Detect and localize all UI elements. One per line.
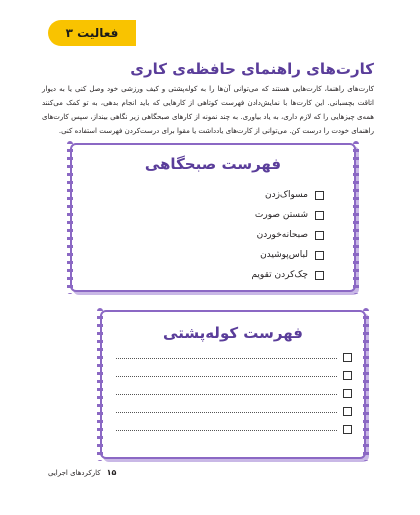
morning-list-title: فهرست صبحگاهی (144, 155, 282, 173)
page-number: ۱۵ (106, 468, 117, 477)
checkbox[interactable] (343, 353, 352, 362)
checkbox[interactable] (315, 211, 324, 220)
checkbox[interactable] (315, 271, 324, 280)
page-footer (48, 468, 116, 477)
list-item-label: مسواک‌زدن (264, 190, 308, 200)
activity-tab (48, 20, 136, 46)
checkbox[interactable] (343, 407, 352, 416)
list-item (251, 185, 324, 205)
checkbox[interactable] (343, 371, 352, 380)
checkbox[interactable] (315, 191, 324, 200)
section-title: کارت‌های راهنمای حافظه‌ی کاری (130, 60, 374, 78)
blank-list-item (116, 366, 352, 384)
list-item-label: لباس‌پوشیدن (260, 250, 308, 260)
write-in-line[interactable] (116, 412, 337, 413)
checkbox[interactable] (343, 389, 352, 398)
checkbox[interactable] (315, 231, 324, 240)
blank-list-item (116, 348, 352, 366)
write-in-line[interactable] (116, 358, 337, 359)
backpack-list-title: فهرست کوله‌پشتی (163, 324, 303, 342)
list-item-label: شستن صورت (254, 210, 308, 220)
book-title: کارکردهای اجرایی (48, 468, 101, 477)
backpack-checklist (116, 348, 352, 438)
morning-checklist (251, 185, 324, 285)
write-in-line[interactable] (116, 376, 337, 377)
write-in-line[interactable] (116, 394, 337, 395)
blank-list-item (116, 384, 352, 402)
list-item (251, 265, 324, 285)
blank-list-item (116, 420, 352, 438)
list-item (251, 205, 324, 225)
list-item-label: صبحانه‌خوردن (256, 230, 308, 240)
checkbox[interactable] (343, 425, 352, 434)
activity-label: فعالیت ۳ (65, 26, 119, 40)
morning-list-card (70, 143, 356, 292)
list-item (251, 245, 324, 265)
section-paragraph: کارت‌های راهنما، کارت‌هایی هستند که می‌توانی آن‌ها را به کوله‌پشتی و کیف ورزشی خود وصل کنی یا به دیوار اتاقت بچسبانی. این کارت‌ها با نمایش‌دادن فهرست کوتاهی از کارهایی که باید انجام بدهی، به تو کمک می‌کنند همه‌ی چیزهایی را که لازم داری، به یاد بیاوری. به چند نمونه از کارهای صبحگاهی زیر نگاهی بینداز، سپس کارت‌های راهنمای خودت را درست کن. می‌توانی از کارت‌های یادداشت یا مقوا برای درست‌کردن فهرست استفاده کنی. (42, 85, 374, 135)
list-item (251, 225, 324, 245)
backpack-list-card (100, 310, 366, 459)
list-item-label: چک‌کردن تقویم (251, 270, 308, 280)
write-in-line[interactable] (116, 430, 337, 431)
blank-list-item (116, 402, 352, 420)
checkbox[interactable] (315, 251, 324, 260)
